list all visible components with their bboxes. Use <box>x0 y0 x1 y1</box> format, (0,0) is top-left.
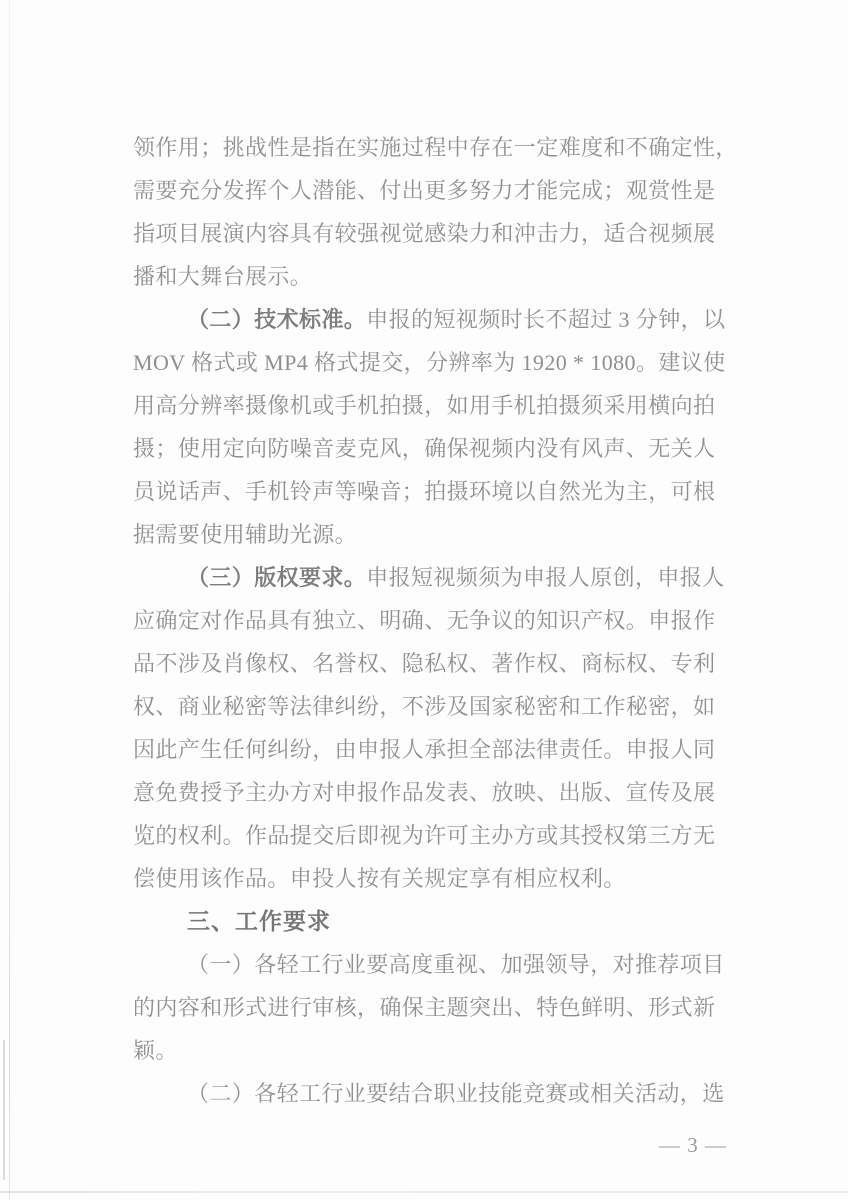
body-text-segment: 颖。 <box>133 1038 178 1063</box>
body-text-segment: 应确定对作品具有独立、明确、无争议的知识产权。申报作 <box>133 608 716 633</box>
text-line <box>133 298 747 341</box>
body-text-segment: 因此产生任何纠纷，由申报人承担全部法律责任。申报人同 <box>133 737 716 762</box>
text-line <box>133 771 747 814</box>
body-text-segment: 品不涉及肖像权、名誉权、隐私权、著作权、商标权、专利 <box>133 651 716 676</box>
bold-text-segment: （三）版权要求。 <box>187 565 367 590</box>
body-text-segment: （一）各轻工行业要高度重视、加强领导，对推荐项目 <box>187 952 725 977</box>
text-line <box>133 642 747 685</box>
document-body <box>133 126 747 1115</box>
body-text-segment: MOV 格式或 MP4 格式提交，分辨率为 1920 * 1080。建议使 <box>133 350 726 375</box>
body-text-segment: 申报短视频须为申报人原创，申报人 <box>366 565 725 590</box>
text-line <box>133 986 747 1029</box>
scan-edge-left-lower <box>3 1040 5 1180</box>
text-line <box>133 513 747 556</box>
text-line <box>133 384 747 427</box>
text-line <box>133 1029 747 1072</box>
text-line <box>133 1072 747 1115</box>
body-text-segment: 用高分辨率摄像机或手机拍摄，如用手机拍摄须采用横向拍 <box>133 393 716 418</box>
body-text-segment: 播和大舞台展示。 <box>133 264 313 289</box>
text-line <box>133 685 747 728</box>
bold-text-segment: （二）技术标准。 <box>187 307 367 332</box>
body-text-segment: 意免费授予主办方对申报作品发表、放映、出版、宣传及展 <box>133 780 716 805</box>
body-text-segment: 指项目展演内容具有较强视觉感染力和沖击力，适合视频展 <box>133 221 716 246</box>
section-heading-line <box>133 900 747 943</box>
body-text-segment: 领作用；挑战性是指在实施过程中存在一定难度和不确定性， <box>133 135 738 160</box>
text-line <box>133 341 747 384</box>
text-line <box>133 470 747 513</box>
text-line <box>133 212 747 255</box>
body-text-segment: 偿使用该作品。申投人按有关规定享有相应权利。 <box>133 866 626 891</box>
body-text-segment: 的内容和形式进行审核，确保主题突出、特色鲜明、形式新 <box>133 995 716 1020</box>
scan-edge-bottom <box>0 1191 848 1193</box>
body-text-segment: 据需要使用辅助光源。 <box>133 522 358 547</box>
text-line <box>133 857 747 900</box>
text-line <box>133 728 747 771</box>
text-line <box>133 556 747 599</box>
body-text-segment: 申报的短视频时长不超过 3 分钟，以 <box>366 307 726 332</box>
text-line <box>133 943 747 986</box>
text-line <box>133 814 747 857</box>
bold-text-segment: 三、工作要求 <box>187 908 331 934</box>
body-text-segment: 权、商业秘密等法律纠纷，不涉及国家秘密和工作秘密，如 <box>133 694 716 719</box>
body-text-segment: 需要充分发挥个人潜能、付出更多努力才能完成；观赏性是 <box>133 178 716 203</box>
text-line <box>133 126 747 169</box>
body-text-segment: 员说话声、手机铃声等噪音；拍摄环境以自然光为主，可根 <box>133 479 716 504</box>
body-text-segment: 览的权利。作品提交后即视为许可主办方或其授权第三方无 <box>133 823 716 848</box>
text-line <box>133 599 747 642</box>
text-line <box>133 255 747 298</box>
text-line <box>133 169 747 212</box>
text-line <box>133 427 747 470</box>
body-text-segment: 摄；使用定向防噪音麦克风，确保视频内没有风声、无关人 <box>133 436 716 461</box>
scan-edge-left <box>9 0 10 1200</box>
page-number: — 3 — <box>659 1133 727 1157</box>
body-text-segment: （二）各轻工行业要结合职业技能竞赛或相关活动，选 <box>187 1081 725 1106</box>
